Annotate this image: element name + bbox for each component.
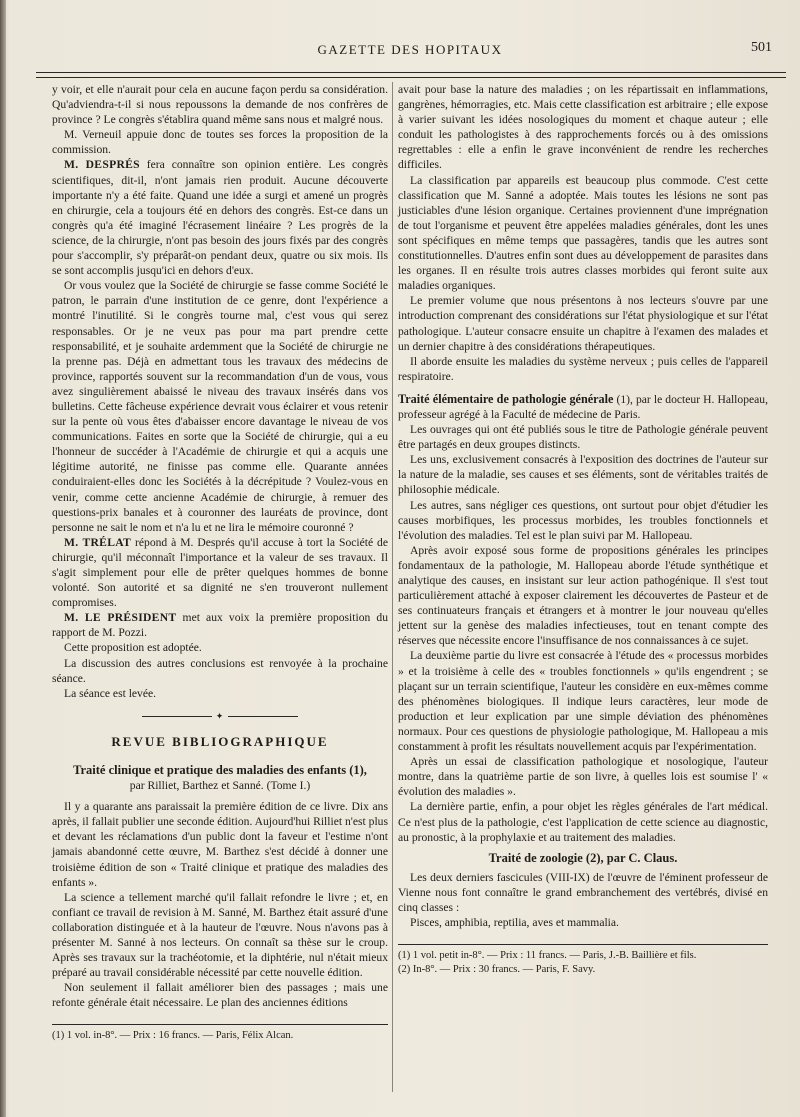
paragraph: La deuxième partie du livre est consacrée à l'étude des « processus morbides » et la troisième à celle des « troubles fonctionnels » qu'ils engendrent ; se plaçant sur un terrain scientifique, l'auteur les considère en eux-mêmes comme des phénomènes biologiques. Il indique leurs caractères, leur mode de production et leur explication par une simple déviation des phénomènes normaux. Pour ces questions de physiologie pathologique, M. Hallopeau a mis constamment à profit les résultats nouvellement acquis par l'expérimentation. (398, 649, 768, 754)
paragraph: Cette proposition est adoptée. (64, 641, 202, 655)
footnote: (1) 1 vol. in-8°. — Prix : 16 francs. — Paris, Félix Alcan. (52, 1030, 294, 1042)
book-title: Traité de zoologie (2), par C. Claus. (488, 850, 678, 865)
paragraph: La séance est levée. (64, 686, 157, 700)
left-column (52, 82, 388, 1043)
paragraph: Les ouvrages qui ont été publiés sous le titre de Pathologie générale peuvent être partagés en deux groupes distincts. (398, 423, 768, 452)
book-heading (398, 392, 768, 422)
paragraph: Il y a quarante ans paraissait la première édition de ce livre. Dix ans après, il fallait publier une seconde édition. Aujourd'hui Rilliet n'est plus et devant les réclamations d'un public dont la faveur et l'estime n'ont jamais abandonné cette œuvre, M. Barthez s'est décidé à donner une troisième édition de son « Traité clinique et pratique des maladies des enfants ». (52, 800, 388, 889)
book-authors: par Rilliet, Barthez et Sanné. (Tome I.) (129, 779, 311, 793)
paragraph: Non seulement il fallait améliorer bien des passages ; mais une refonte générale était nécessaire. Le plan des anciennes éditions (52, 981, 388, 1010)
speaker-name: M. TRÉLAT (64, 535, 132, 549)
header-rule-thin (36, 77, 786, 78)
paragraph: Les deux derniers fascicules (VIII-IX) de l'œuvre de l'éminent professeur de Vienne nous font connaître le grand embranchement des vertébrés, divisé en cinq classes : (398, 870, 768, 914)
paragraph: La dernière partie, enfin, a pour objet les règles générales de l'art médical. Ce n'est plus de la pathologie, c'est l'application de cette science au diagnostic, au pronostic, à la prophylaxie et au traitement des maladies. (398, 800, 768, 844)
running-head (40, 40, 780, 60)
footnote: (1) 1 vol. petit in-8°. — Prix : 11 francs. — Paris, J.-B. Baillière et fils. (398, 950, 697, 962)
section-ornament: ✦ (52, 709, 388, 724)
paragraph: M. Verneuil appuie donc de toutes ses forces la proposition de la commission. (52, 128, 388, 157)
section-title: REVUE BIBLIOGRAPHIQUE (111, 733, 329, 749)
paragraph (52, 610, 388, 640)
page-edge (0, 0, 6, 1117)
paragraph: Après avoir exposé sous forme de propositions générales les principes fondamentaux de la pathologie, M. Hallopeau aborde l'étude synthétique et analytique des causes, en insistant sur leur action pathogénique. Il s'est tout particulièrement attaché à exposer clairement les découvertes de Pasteur et de ses continuateurs français et étrangers et à montrer le jour nouveau qu'elles jettent sur la genèse des maladies infectieuses, tout en tenant compte des réserves que nécessite encore l'insuffisance de nos connaissances à ce sujet. (398, 543, 768, 648)
paragraph: Après un essai de classification pathologique et nosologique, l'auteur montre, dans la quatrième partie de son livre, à quelles lois est soumise l' « évolution des maladies ». (398, 755, 768, 799)
paragraph (52, 535, 388, 610)
book-title: Traité élémentaire de pathologie générale (398, 391, 614, 406)
speaker-text: met aux voix la première proposition du rapport de M. Pozzi. (52, 611, 389, 640)
footnote: (2) In-8°. — Prix : 30 francs. — Paris, F. Savy. (398, 964, 596, 976)
paragraph: Les autres, sans négliger ces questions, ont surtout pour objet d'étudier les causes morbifiques, les processus morbides, les troubles fonctionnels et l'évolution des maladies. Tel est le plan suivi par M. Hallopeau. (398, 498, 768, 542)
paragraph (52, 157, 388, 278)
speaker-name: M. LE PRÉSIDENT (64, 611, 177, 625)
header-rule (36, 72, 786, 73)
paragraph: La discussion des autres conclusions est renvoyée à la prochaine séance. (52, 656, 388, 685)
speaker-text: répond à M. Després qu'il accuse à tort la Société de chirurgie, qu'il méconnaît l'importance et la valeur de ses travaux. Il s'agit simplement pour elle de prêter quelques hommes de bonne volonté. Son autorité et sa dignité ne s'en trouveront nullement compromises. (52, 535, 388, 610)
paragraph: y voir, et elle n'aurait pour cela en aucune façon perdu sa considération. Qu'adviendra-t-il si nous repoussons la demande de nos confrères de province ? Le congrès s'établira quand même sans nous et malgré nous. (52, 83, 388, 127)
footnote-rule (52, 1024, 388, 1025)
paragraph: Pisces, amphibia, reptilia, aves et mammalia. (410, 916, 619, 930)
speaker-name: M. DESPRÉS (64, 158, 140, 172)
footnote-rule (398, 944, 768, 945)
paragraph: Or vous voulez que la Société de chirurgie se fasse comme Société le patron, le parrain d'une institution de ce genre, dont l'expérience a montré l'inutilité. Si le congrès tourne mal, c'est vous qui serez responsables. Or je ne veux pas pour ma part prendre cette responsabilité, et je souhaite ardemment que la Société de chirurgie ne la prenne pas. Déjà en admettant tous les travaux des médecins de province, rapportés souvent sur la recommandation d'un de vous, vous avez singulièrement abaissé le niveau des travaux insérés dans vos bulletins. Cette fâcheuse expérience devrait vous éclairer et vous retenir sur la pente où vous êtes d'abaisser encore davantage le niveau de vos communications. Faites en sorte que la Société de chirurgie, qui a eu l'honneur de succéder à l'Académie de chirurgie et qui a acquis une légitime autorité, ne finisse pas comme elle. Quarante années conduiraient-elles donc les Sociétés à la décrépitude ? Voulez-vous en venir, comme cette ancienne Académie de chirurgie, à remuer des questions-prix banales et à couronner des lauréats de province, dont personne ne sait le nom et n'a lu et ne lira le mémoire couronné ? (52, 279, 388, 534)
book-citation: (1), par le docteur H. Hallopeau, professeur agrégé à la Faculté de médecine de Paris. (398, 392, 768, 421)
book-title: Traité clinique et pratique des maladies des enfants (1), (73, 763, 367, 778)
paragraph: La science a tellement marché qu'il fallait refondre le livre ; et, en confiant ce travail de revision à M. Sanné, M. Barthez était assuré d'une collaboration distinguée et à la hauteur de l'œuvre. Nous n'avons pas à présenter M. Sanné à nos lecteurs. On connaît sa thèse sur le croup. Après ses travaux sur la trachéotomie, et la diphtérie, nul n'était mieux préparé au travail considérable nécessité par cette nouvelle édition. (52, 890, 388, 980)
paragraph: La classification par appareils est beaucoup plus commode. C'est cette classification que M. Sanné a adoptée. Mais toutes les lésions ne sont pas justiciables d'une lésion organique. Certaines proviennent d'une imprégnation de tout l'organisme et peuvent être appelées maladies générales, dont les unes sont spécifiques en même temps que passagères, tandis que les autres sont constitutionnelles. D'autres enfin sont dues au développement de parasites dans les organes. Il en résulte trois autres classes morbides qui feront suite aux maladies organiques. (398, 173, 768, 293)
running-title: GAZETTE DES HOPITAUX (317, 42, 503, 57)
page-number: 501 (751, 40, 772, 55)
paragraph: Le premier volume que nous présentons à nos lecteurs s'ouvre par une introduction comprenant des considérations sur l'état physiologique et sur l'état pathologique. L'auteur consacre ensuite un chapitre à l'examen des malades et un dernier chapitre à des considérations thérapeutiques. (398, 294, 768, 353)
paragraph: avait pour base la nature des maladies ; on les répartissait en inflammations, gangrènes, hémorragies, etc. Mais cette classification est arbitraire ; elle expose à varier suivant les idées nosologiques du moment et chaque auteur ; elle conduit les pathologistes à des rapprochements forcés ou à des omissions regrettables : elle a enfin le grave inconvénient de rendre les recherches difficiles. (398, 83, 768, 172)
right-column (398, 82, 768, 977)
column-divider (392, 82, 393, 1092)
speaker-text: fera connaître son opinion entière. Les congrès scientifiques, dit-il, n'ont jamais rien produit. Aucune découverte importante n'y a été faite. Quand une idée a surgi et amené un progrès en chirurgie, cela a toujours été en dehors des congrès. Est-ce dans un congrès qu'a été imaginé l'écrasement linéaire ? Les progrès de la science, de la chirurgie, n'ont pas besoin des jours fixés par des congrès pour s'accomplir, s'y préparât-on pendant deux, quatre ou six mois. Ils se sont accomplis jusqu'ici en dehors d'eux. (52, 158, 388, 278)
paragraph: Il aborde ensuite les maladies du système nerveux ; puis celles de l'appareil respiratoire. (398, 354, 768, 383)
paragraph: Les uns, exclusivement consacrés à l'exposition des doctrines de l'auteur sur la nature de la maladie, ses causes et ses éléments, sont de véritables traités de philosophie médicale. (398, 453, 768, 497)
